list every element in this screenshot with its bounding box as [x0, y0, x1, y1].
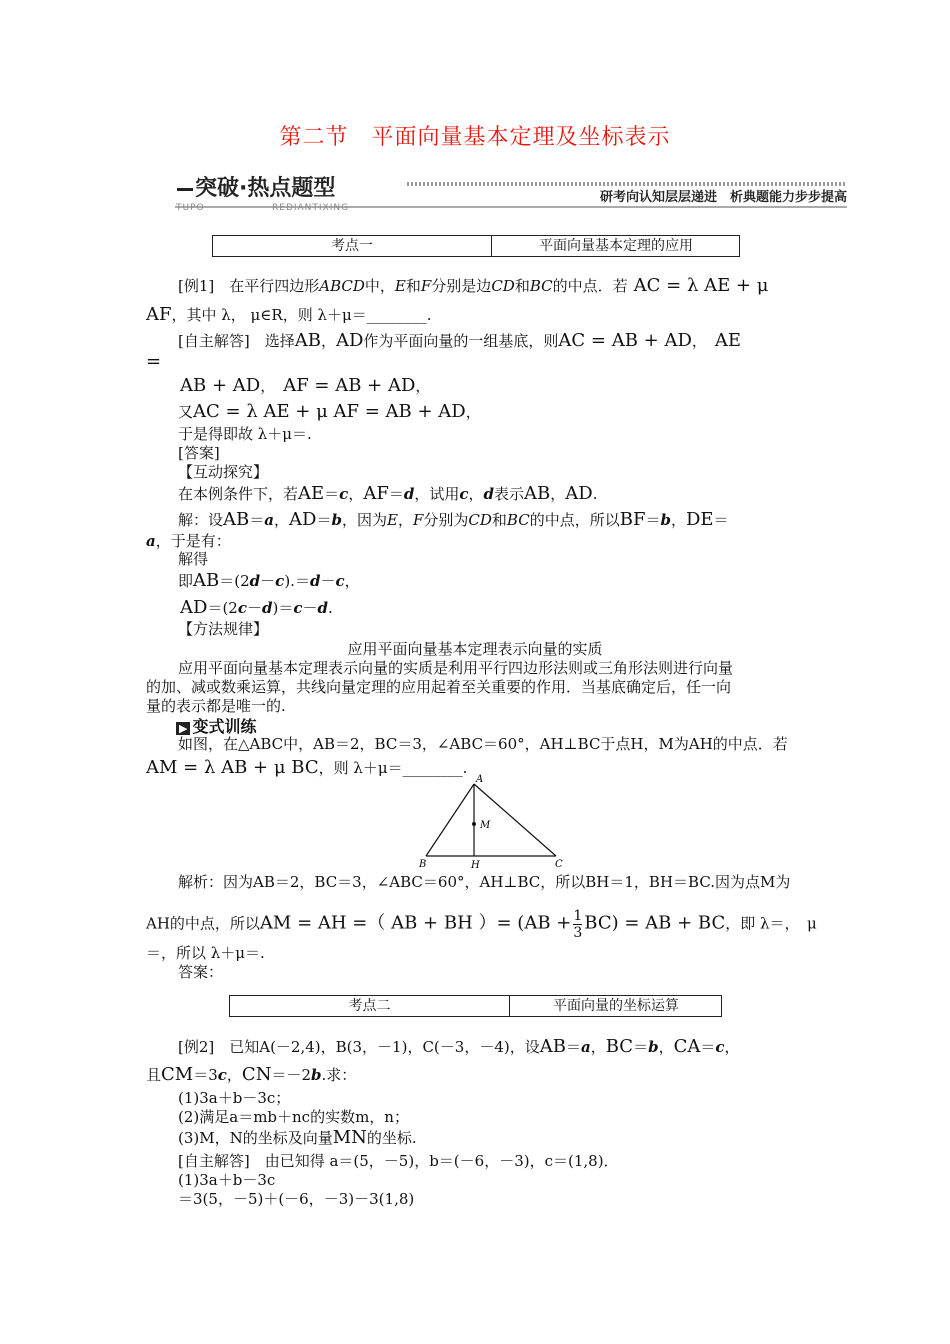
solve1-answer: [答案]	[178, 444, 220, 462]
jiexi-line2: AH的中点，所以AM = AH =（ AB + BH ）= (AB + $\frac{1}{3}$ BC) = AB + BC，即 λ＝， μ	[146, 908, 817, 941]
banner-pinyin-1: TUPO	[176, 203, 205, 213]
method-subtitle: 应用平面向量基本定理表示向量的实质	[347, 640, 603, 658]
edge-ab	[426, 784, 474, 856]
label-a: A	[476, 774, 484, 785]
example1-line1: [例1] 在平行四边形ABCD中，E和F分别是边CD和BC的中点．若 AC = λ AE + μ	[178, 275, 769, 296]
page-title: 第二节 平面向量基本定理及坐标表示	[279, 125, 671, 150]
hudong-line4: 解得	[178, 550, 209, 568]
example2-solve1: [自主解答] 由已知得 a＝(5，－5)，b＝(－6，－3)，c＝(1,8)．	[178, 1152, 619, 1170]
solve1-line2: =	[146, 351, 162, 372]
kaodian-box-2	[229, 995, 722, 1017]
banner-heading	[175, 176, 405, 202]
triangle-figure	[410, 772, 580, 872]
method-p1: 应用平面向量基本定理表示向量的实质是利用平行四边形法则或三角形法则进行向量	[178, 659, 734, 677]
practice-line2: AM = λ AB + μ BC，则 λ＋μ＝________.	[146, 757, 468, 778]
section-banner	[175, 176, 847, 216]
point-m	[472, 822, 476, 826]
kaodian-label: 考点一	[331, 238, 373, 254]
hudong-line3: a，于是有：	[146, 532, 231, 550]
jiexi-answer: 答案：	[178, 963, 224, 981]
label-h: H	[471, 860, 480, 871]
method-heading: 【方法规律】	[178, 620, 269, 638]
kaodian2-label: 考点二	[348, 998, 391, 1014]
jiexi-line3: ＝，所以 λ＋μ＝.	[146, 944, 265, 962]
practice-line1: 如图，在△ABC中，AB＝2，BC＝3，∠ABC＝60°，AH⊥BC于点H，M为AH的中点．若	[178, 735, 788, 753]
jiexi-line1: 解析：因为AB＝2，BC＝3，∠ABC＝60°，AH⊥BC，所以BH＝1，BH＝BC.因为点M为	[178, 873, 791, 891]
solve1-line4: 又AC = λ AE + μ AF = AB + AD，	[178, 401, 481, 422]
example2-q3: (3)M，N的坐标及向量MN的坐标.	[178, 1127, 417, 1148]
solve1-line1: [自主解答] 选择AB，AD作为平面向量的一组基底，则AC = AB + AD， AE	[178, 330, 742, 351]
hudong-heading: 【互动探究】	[178, 463, 269, 481]
hudong-line1: 在本例条件下，若AE＝c，AF＝d，试用c，d表示AB，AD.	[178, 483, 598, 504]
label-b: B	[419, 859, 427, 870]
fraction-one-third: $\frac{1}{3}$	[573, 908, 583, 941]
method-p3: 量的表示都是唯一的.	[146, 697, 286, 715]
kaodian2-topic: 平面向量的坐标运算	[509, 996, 722, 1016]
practice-heading-text: 变式训练	[192, 717, 257, 736]
label-m: M	[480, 820, 491, 831]
banner-heading-text: 突破·热点题型	[195, 176, 336, 201]
kaodian-box-1	[212, 235, 740, 257]
hudong-line5: 即AB＝(2d－c).＝d－c，	[178, 570, 360, 591]
label-c: C	[555, 859, 563, 870]
example2-q2: (2)满足a＝mb＋nc的实数m，n；	[178, 1108, 409, 1126]
kaodian-topic: 平面向量基本定理的应用	[491, 236, 740, 256]
hudong-line2: 解：设AB＝a，AD＝b，因为E，F分别为CD和BC的中点，所以BF＝b，DE＝	[178, 509, 729, 530]
play-icon: ▶	[176, 722, 190, 735]
example2-line2: 且CM＝3c，CN＝－2b.求：	[146, 1064, 357, 1085]
method-p2: 的加、减或数乘运算，共线向量定理的应用起着至关重要的作用．当基底确定后，任一向	[146, 678, 732, 696]
example2-solve2: (1)3a＋b－3c	[178, 1171, 276, 1189]
hudong-line6: AD＝(2c－d)＝c－d.	[180, 597, 333, 618]
example2-q1: (1)3a＋b－3c；	[178, 1089, 291, 1107]
example2-line1: [例2] 已知A(－2,4)，B(3，－1)，C(－3，－4)，设AB＝a，BC＝b，CA＝c，	[178, 1036, 740, 1057]
banner-pinyin-2: REDIANTIXING	[272, 203, 350, 213]
solve1-line3: AB + AD， AF = AB + AD，	[180, 375, 431, 396]
solve1-line5: 于是得即故 λ＋μ＝.	[178, 425, 312, 443]
example1-line2: AF，其中 λ， μ∈R，则 λ＋μ＝________.	[146, 304, 432, 325]
banner-slogan: 研考向认知层层递进 析典题能力步步提高	[594, 186, 847, 205]
example2-solve3: ＝3(5，－5)＋(－6，－3)－3(1,8)	[178, 1190, 415, 1208]
